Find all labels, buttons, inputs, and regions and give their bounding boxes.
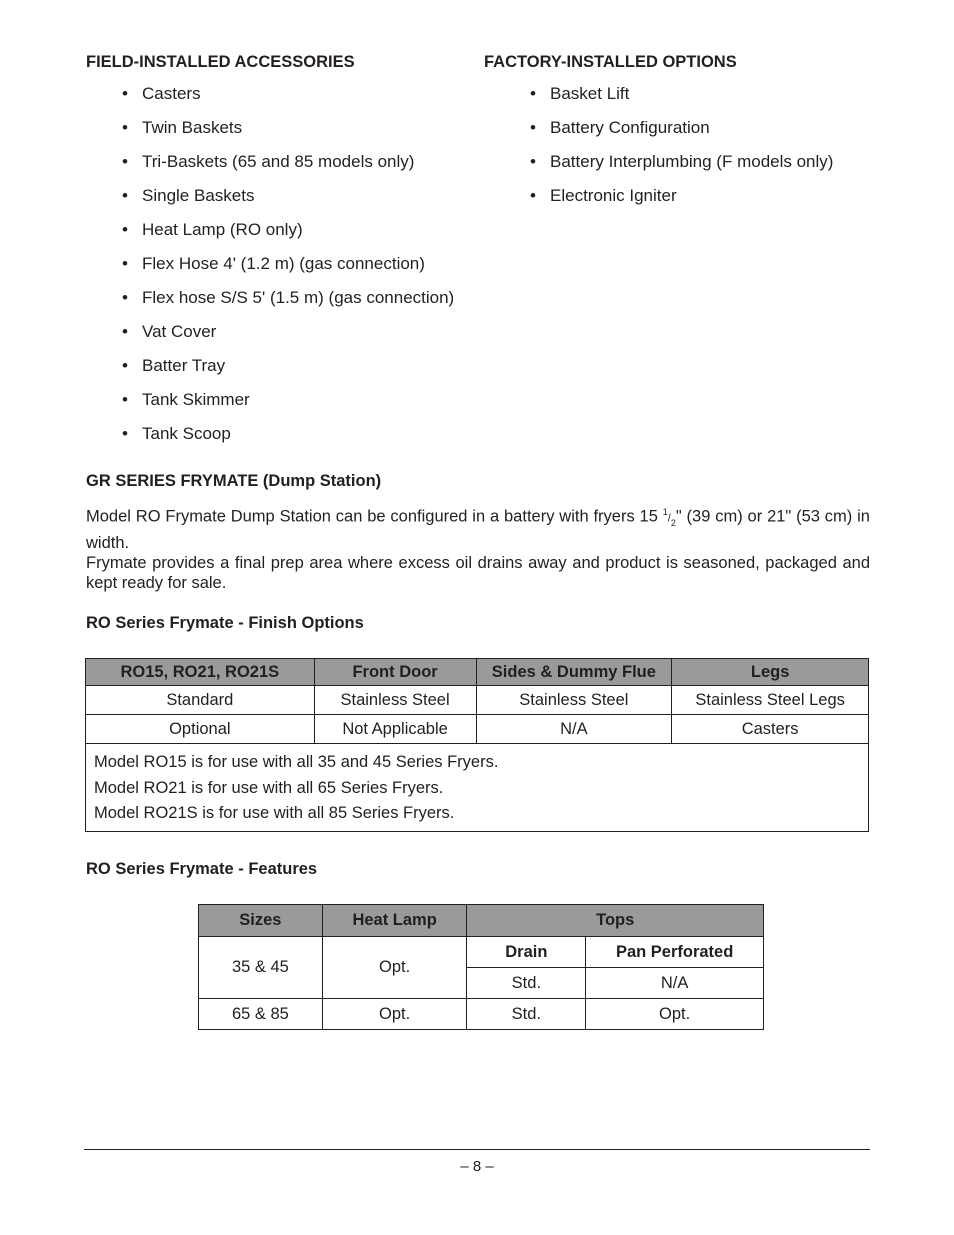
note-line: Model RO21S is for use with all 85 Series Fryers. bbox=[94, 804, 455, 822]
finish-header-sides: Sides & Dummy Flue bbox=[476, 659, 672, 686]
note-line: Model RO21 is for use with all 65 Series Fryers. bbox=[94, 778, 444, 797]
finish-notes-row bbox=[86, 744, 869, 832]
table-cell: Opt. bbox=[322, 937, 467, 999]
list-item-label: Twin Baskets bbox=[142, 118, 243, 137]
list-item bbox=[530, 186, 833, 220]
table-cell: Std. bbox=[467, 999, 586, 1030]
list-item bbox=[530, 84, 833, 118]
table-row bbox=[86, 715, 869, 744]
table-cell: 65 & 85 bbox=[199, 999, 323, 1030]
para1-text-b: " (39 cm) or 21" (53 cm) in width. bbox=[86, 507, 870, 552]
list-item-label: Basket Lift bbox=[550, 84, 630, 103]
table-cell: Stainless Steel bbox=[476, 686, 672, 715]
features-header-sizes: Sizes bbox=[199, 905, 323, 937]
list-item bbox=[530, 152, 833, 186]
table-cell: Standard bbox=[86, 686, 315, 715]
bullet-icon: • bbox=[122, 356, 128, 375]
fraction-numerator: 1 bbox=[662, 507, 668, 517]
table-cell: Std. bbox=[467, 968, 586, 999]
bullet-icon: • bbox=[122, 390, 128, 409]
table-row bbox=[199, 999, 764, 1030]
features-header-heat-lamp: Heat Lamp bbox=[322, 905, 467, 937]
table-row bbox=[199, 937, 764, 968]
table-cell: 35 & 45 bbox=[199, 937, 323, 999]
gr-series-heading: GR SERIES FRYMATE (Dump Station) bbox=[86, 472, 382, 490]
table-cell: Stainless Steel Legs bbox=[672, 686, 869, 715]
table-cell: Stainless Steel bbox=[314, 686, 476, 715]
bullet-icon: • bbox=[530, 152, 536, 171]
gr-paragraph-1 bbox=[86, 502, 870, 553]
list-item bbox=[122, 390, 454, 424]
fraction-denominator: 2 bbox=[670, 517, 676, 528]
features-header-row bbox=[199, 905, 764, 937]
list-item-label: Battery Configuration bbox=[550, 118, 710, 137]
finish-header-legs: Legs bbox=[672, 659, 869, 686]
fraction-separator: / bbox=[667, 512, 671, 525]
list-item bbox=[530, 118, 833, 152]
note-line: Model RO15 is for use with all 35 and 45 Series Fryers. bbox=[94, 753, 499, 771]
bullet-icon: • bbox=[530, 84, 536, 103]
features-table bbox=[198, 904, 764, 1030]
table-cell: Optional bbox=[86, 715, 315, 744]
bullet-icon: • bbox=[530, 186, 536, 205]
finish-header-row bbox=[86, 659, 869, 686]
table-row bbox=[86, 686, 869, 715]
bullet-icon: • bbox=[122, 84, 128, 103]
field-accessories-heading: FIELD-INSTALLED ACCESSORIES bbox=[86, 53, 355, 71]
bullet-icon: • bbox=[122, 220, 128, 239]
list-item bbox=[122, 424, 454, 458]
list-item bbox=[122, 186, 454, 220]
table-cell: Casters bbox=[672, 715, 869, 744]
list-item-label: Vat Cover bbox=[142, 322, 217, 341]
list-item-label: Tank Skimmer bbox=[142, 390, 250, 409]
page-number: – 8 – bbox=[460, 1158, 494, 1175]
features-subheader-drain: Drain bbox=[467, 937, 586, 968]
list-item-label: Single Baskets bbox=[142, 186, 255, 205]
bullet-icon: • bbox=[122, 152, 128, 171]
list-item-label: Batter Tray bbox=[142, 356, 226, 375]
table-cell: Opt. bbox=[322, 999, 467, 1030]
finish-options-heading: RO Series Frymate - Finish Options bbox=[86, 614, 364, 632]
finish-options-table bbox=[85, 658, 869, 832]
gr-paragraph-2: Frymate provides a final prep area where excess oil drains away and product is seasoned, packaged and kept ready for sale. bbox=[86, 554, 870, 592]
footer-rule bbox=[84, 1149, 870, 1150]
list-item-label: Electronic Igniter bbox=[550, 186, 677, 205]
list-item bbox=[122, 254, 454, 288]
bullet-icon: • bbox=[122, 424, 128, 443]
field-accessories-list bbox=[122, 84, 454, 458]
list-item-label: Flex Hose 4' (1.2 m) (gas connection) bbox=[142, 254, 425, 273]
bullet-icon: • bbox=[122, 288, 128, 307]
factory-options-heading: FACTORY-INSTALLED OPTIONS bbox=[484, 53, 737, 71]
finish-header-model: RO15, RO21, RO21S bbox=[86, 659, 315, 686]
table-cell: Opt. bbox=[586, 999, 764, 1030]
list-item bbox=[122, 84, 454, 118]
list-item-label: Tri-Baskets (65 and 85 models only) bbox=[142, 152, 415, 171]
para1-text-a: Model RO Frymate Dump Station can be configured in a battery with fryers 15 bbox=[86, 507, 663, 526]
list-item bbox=[122, 356, 454, 390]
list-item-label: Casters bbox=[142, 84, 201, 103]
table-cell: Not Applicable bbox=[314, 715, 476, 744]
bullet-icon: • bbox=[530, 118, 536, 137]
features-header-tops: Tops bbox=[467, 905, 764, 937]
features-heading: RO Series Frymate - Features bbox=[86, 860, 318, 878]
table-cell: N/A bbox=[586, 968, 764, 999]
list-item-label: Tank Scoop bbox=[142, 424, 231, 443]
finish-notes-cell bbox=[86, 744, 869, 832]
list-item-label: Battery Interplumbing (F models only) bbox=[550, 152, 834, 171]
bullet-icon: • bbox=[122, 322, 128, 341]
table-cell: N/A bbox=[476, 715, 672, 744]
list-item bbox=[122, 118, 454, 152]
list-item bbox=[122, 288, 454, 322]
list-item bbox=[122, 220, 454, 254]
bullet-icon: • bbox=[122, 118, 128, 137]
factory-options-list bbox=[530, 84, 833, 220]
list-item bbox=[122, 322, 454, 356]
features-subheader-pan-perforated: Pan Perforated bbox=[586, 937, 764, 968]
finish-header-front-door: Front Door bbox=[314, 659, 476, 686]
list-item-label: Heat Lamp (RO only) bbox=[142, 220, 303, 239]
list-item bbox=[122, 152, 454, 186]
list-item-label: Flex hose S/S 5' (1.5 m) (gas connection) bbox=[142, 288, 455, 307]
bullet-icon: • bbox=[122, 186, 128, 205]
bullet-icon: • bbox=[122, 254, 128, 273]
